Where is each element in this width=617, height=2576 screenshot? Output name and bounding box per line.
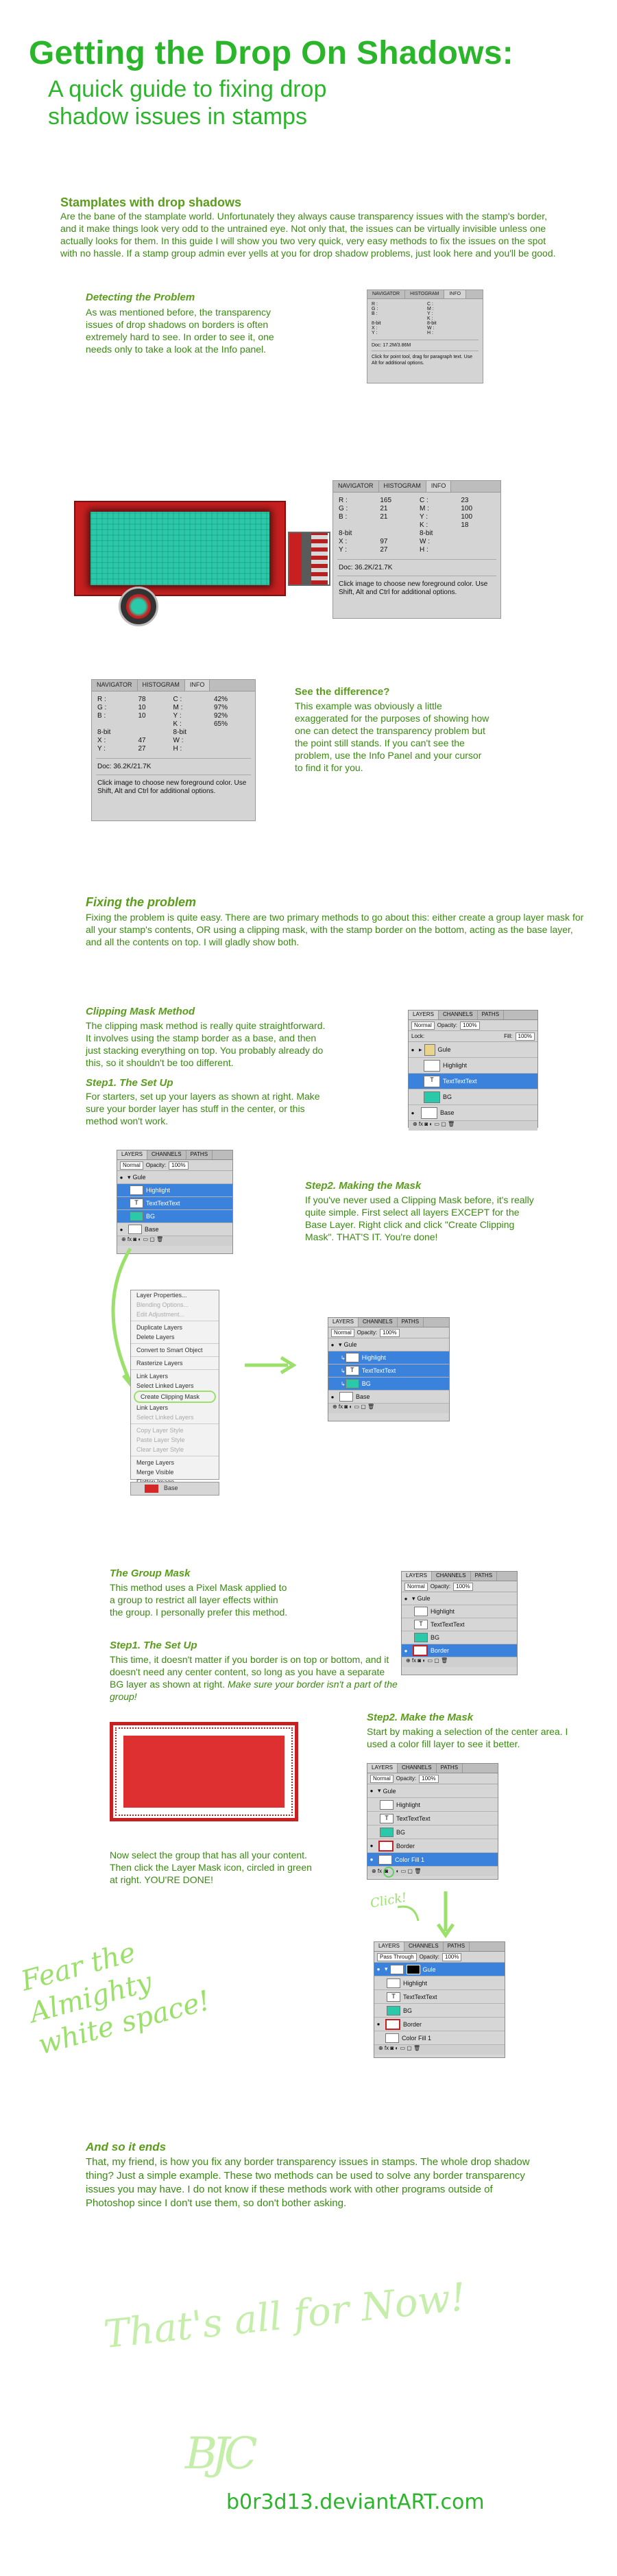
layer-row[interactable]: ↳ Highlight <box>328 1351 449 1364</box>
group-step2-heading: Step2. Make the Mask <box>367 1712 474 1723</box>
layer-row[interactable]: BG <box>117 1210 232 1223</box>
layer-row[interactable]: ● ▾ Gule <box>374 1963 505 1976</box>
layer-row[interactable]: ● Color Fill 1 <box>367 1853 498 1867</box>
layer-row[interactable]: ● ▾ Gule <box>367 1784 498 1798</box>
layer-row[interactable]: ↳ BG <box>328 1378 449 1391</box>
layer-row[interactable]: T TextTextText <box>374 1990 505 2004</box>
info-panel-small <box>367 289 483 383</box>
layers-panel-masked: LAYERS CHANNELS PATHS Pass Through Opacity: 100% ● ▾ Gule Highlight T TextTextText BG ● Border Color Fill 1 ⊕ fx ◙ ◐ ▭ ▢ 🗑 <box>374 1941 505 2058</box>
detecting-body: As was mentioned before, the transparency issues of drop shadows on borders is often extremely hard to see. In order to see it, one needs only to take a look at the Info panel. <box>86 307 274 355</box>
menu-item[interactable]: Blending Options... <box>136 1301 189 1308</box>
tab-histogram[interactable]: HISTOGRAM <box>138 680 185 691</box>
layer-mask-thumb <box>407 1965 420 1974</box>
tab-info[interactable]: INFO <box>426 481 452 492</box>
fixing-body: Fixing the problem is quite easy. There are two primary methods to go about this: either create a group layer mask for all your stamp's contents, OR using a clipping mask, with the stamp border on the bottom, acting as the base layer, and all the contents on top. I will gladly show both. <box>86 912 584 947</box>
arrow-down-icon <box>435 1890 456 1938</box>
create-clipping-mask-item[interactable]: Create Clipping Mask <box>134 1391 216 1403</box>
layer-row[interactable]: Highlight <box>402 1605 517 1618</box>
layers-panel-group-setup: LAYERS CHANNELS PATHS Normal Opacity: 100% ● ▾ Gule Highlight T TextTextText BG ● Border ⊕ fx ◙ ◐ ▭ ▢ 🗑 <box>401 1571 518 1675</box>
menu-item[interactable]: Delete Layers <box>136 1334 175 1340</box>
layer-row[interactable]: BG <box>402 1631 517 1644</box>
clipping-heading: Clipping Mask Method <box>86 1006 195 1017</box>
click-arrow-icon <box>394 1900 428 1928</box>
footer-credit[interactable]: b0r3d13.deviantART.com <box>226 2490 485 2514</box>
menu-item[interactable]: Paste Layer Style <box>136 1437 185 1443</box>
menu-item[interactable]: Merge Visible <box>136 1469 174 1476</box>
doc-size: Doc: 17.2M/3.86M <box>372 343 411 348</box>
layer-row[interactable]: BG <box>374 2004 505 2018</box>
difference-heading: See the difference? <box>295 686 390 698</box>
group-step2-body: Start by making a selection of the center area. I used a color fill layer to see it better. <box>367 1726 568 1749</box>
group-step3-body: Now select the group that has all your content. Then click the Layer Mask icon, circled in green at right. YOU'RE DONE! <box>110 1850 312 1885</box>
tab-paths[interactable]: PATHS <box>478 1011 504 1019</box>
layer-row[interactable]: T TextTextText <box>367 1812 498 1825</box>
tab-paths[interactable]: PATHS <box>186 1150 213 1159</box>
stamp-preview <box>74 501 286 596</box>
layer-row[interactable]: Highlight <box>367 1798 498 1812</box>
help-text: Click for point tool, drag for paragraph text. Use Alt for additional options. <box>372 355 473 366</box>
detecting-heading: Detecting the Problem <box>86 292 195 303</box>
tab-layers[interactable]: LAYERS <box>117 1150 147 1159</box>
layer-row[interactable]: T TextTextText <box>402 1618 517 1631</box>
layer-row[interactable]: ● Base <box>409 1105 537 1121</box>
menu-item[interactable]: Select Linked Layers <box>136 1382 194 1389</box>
clipping-step2-heading: Step2. Making the Mask <box>305 1180 422 1192</box>
tab-histogram[interactable]: HISTOGRAM <box>405 290 444 298</box>
clipping-step1-heading: Step1. The Set Up <box>86 1077 173 1089</box>
help-text: Click image to choose new foreground color. Use Shift, Alt and Ctrl for additional options. <box>97 779 247 795</box>
layers-panel-setup: LAYERS CHANNELS PATHS Normal Opacity: 100% Lock: Fill: 100% ● ▸ Gule Highlight T TextTextText BG ● Base ⊕ fx ◙ ◐ ▭ ▢ 🗑 <box>408 1010 538 1128</box>
layer-row[interactable]: ● Border <box>402 1644 517 1657</box>
layer-row[interactable]: ● Border <box>367 1839 498 1853</box>
outro-heading: And so it ends <box>86 2140 167 2153</box>
menu-item[interactable]: Link Layers <box>136 1404 169 1411</box>
group-step1-heading: Step1. The Set Up <box>110 1640 197 1651</box>
fill-input[interactable]: 100% <box>516 1032 535 1041</box>
menu-item[interactable]: Duplicate Layers <box>136 1324 183 1331</box>
menu-item[interactable]: Merge Layers <box>136 1459 175 1466</box>
layer-row[interactable]: Highlight <box>374 1976 505 1990</box>
color-fill-preview <box>123 1736 285 1808</box>
signature: BJC <box>185 2429 252 2479</box>
layer-row[interactable]: Highlight <box>409 1058 537 1074</box>
tab-layers[interactable]: LAYERS <box>409 1011 439 1019</box>
layer-row: Base <box>130 1482 219 1496</box>
tab-channels[interactable]: CHANNELS <box>439 1011 478 1019</box>
layers-footer: ⊕ fx ◙ ◐ ▭ ▢ 🗑 <box>409 1121 537 1131</box>
intro-body: Are the bane of the stamplate world. Unfortunately they always cause transparency issues with the stamp's border, and it make things look very odd to the untrained eye. Not only that, the issues can be virtually invisible unless one actually looks for them. In this guide I will show you two very quick, very easy methods to fix the issues on the spot with no hassle. If a stamp group admin ever yells at you for drop shadow problems, just look here and you'll be good. <box>60 211 556 259</box>
menu-item[interactable]: Link Layers <box>136 1373 169 1380</box>
eye-icon[interactable]: ● <box>411 1046 415 1053</box>
doc-size: Doc: 36.2K/21.7K <box>339 564 393 571</box>
layer-row[interactable]: ● Border <box>374 2018 505 2031</box>
menu-item[interactable]: Copy Layer Style <box>136 1427 184 1434</box>
info-readout: R : C : G : M : B : Y : K : 8-bit 8-bit X : W : Y : H : <box>372 302 437 335</box>
clipping-step1-body: For starters, set up your layers as shown at right. Make sure your border layer has stuff in the center, or this method won't work. <box>86 1091 320 1126</box>
layer-row[interactable]: T TextTextText <box>117 1197 232 1210</box>
clipping-body: The clipping mask method is really quite straightforward. It involves using the stamp border as a base, and then just stacking everything on top. You probably already do this, so it shouldn't be too different. <box>86 1020 326 1068</box>
info-readout: R : 78 C : 42% G : 10 M : 97% B : 10 Y : 92% K : 65% 8-bit 8-bit X : 47 W : Y : 27 H : <box>97 696 228 753</box>
tab-info[interactable]: INFO <box>185 680 210 691</box>
layer-row[interactable]: ● Base <box>328 1391 449 1404</box>
fixing-heading: Fixing the problem <box>86 895 197 909</box>
layer-row[interactable]: ● ▾ Gule <box>402 1592 517 1605</box>
magnifier-icon <box>119 587 158 626</box>
stamp-center <box>90 512 269 585</box>
menu-item[interactable]: Select Linked Layers <box>136 1414 194 1421</box>
stamp-frame <box>110 1722 298 1821</box>
page-title: Getting the Drop On Shadows: <box>29 35 514 71</box>
info-panel-border <box>332 480 501 619</box>
tab-info[interactable]: INFO <box>444 290 466 298</box>
menu-item[interactable]: Edit Adjustment... <box>136 1311 185 1318</box>
blend-mode-select[interactable]: Normal <box>411 1021 435 1030</box>
arrow-right-icon <box>243 1355 298 1375</box>
difference-body: This example was obviously a little exaggerated for the purposes of showing how one can detect the transparency problem but the point still stands. If you can't see the problem, use the Info Panel and your cursor to find it for you. <box>295 700 489 773</box>
group-mask-heading: The Group Mask <box>110 1568 191 1579</box>
group-step1-body: This time, it doesn't matter if you border is on top or bottom, and it doesn't need any center content, so long as you have a separate BG layer as shown at right. Make sure your border isn't a part of the group! <box>110 1654 398 1702</box>
group-mask-body: This method uses a Pixel Mask applied to a group to restrict all layer effects within the group. I personally prefer this method. <box>110 1582 288 1618</box>
layers-panel-before: LAYERS CHANNELS PATHS Normal Opacity: 100% ● ▾ Gule Highlight T TextTextText BG ● Base ⊕ fx ◙ ◐ ▭ ▢ 🗑 <box>117 1150 233 1254</box>
layer-row[interactable]: ● ▸ Gule <box>409 1042 537 1058</box>
group-step1-emphasis: Make sure your border isn't a part of the group! <box>110 1679 398 1702</box>
layer-row[interactable]: BG <box>409 1089 537 1105</box>
layer-row[interactable]: ● Base <box>117 1223 232 1236</box>
menu-item[interactable]: Layer Properties... <box>136 1292 187 1299</box>
tab-navigator[interactable]: NAVIGATOR <box>367 290 405 298</box>
menu-item[interactable]: Convert to Smart Object <box>136 1347 203 1354</box>
tab-navigator[interactable]: NAVIGATOR <box>92 680 138 691</box>
layer-row[interactable]: T TextTextText <box>409 1074 537 1089</box>
menu-item[interactable]: Clear Layer Style <box>136 1446 184 1453</box>
info-panel-shadow <box>91 679 256 821</box>
layer-row[interactable]: ↳ T TextTextText <box>328 1364 449 1378</box>
tab-channels[interactable]: CHANNELS <box>147 1150 186 1159</box>
opacity-input[interactable]: 100% <box>460 1021 479 1030</box>
tab-histogram[interactable]: HISTOGRAM <box>379 481 426 492</box>
page-subtitle: A quick guide to fixing drop shadow issues in stamps <box>48 76 327 130</box>
layer-row[interactable]: Color Fill 1 <box>374 2031 505 2045</box>
click-note: Click! <box>369 1890 408 1911</box>
intro-heading: Stamplates with drop shadows <box>60 196 242 209</box>
clipping-step2-body: If you've never used a Clipping Mask before, it's really quite simple. First select all layers EXCEPT for the Base Layer. Right click and click "Create Clipping Mask". THAT'S IT. You're done! <box>305 1194 534 1242</box>
layer-row[interactable]: ● ▾ Gule <box>117 1171 232 1184</box>
doc-size: Doc: 36.2K/21.7K <box>97 763 152 770</box>
tab-navigator[interactable]: NAVIGATOR <box>333 481 379 492</box>
context-menu <box>130 1290 219 1480</box>
thats-all-scribble: That's all for Now! <box>101 2275 468 2358</box>
info-readout: R : 165 C : 23 G : 21 M : 100 B : 21 Y : 100 K : 18 8-bit 8-bit X : 97 W : Y : 27 H : <box>339 497 473 554</box>
layer-row[interactable]: ● ▾ Gule <box>328 1338 449 1351</box>
layers-panel-colorfill: LAYERS CHANNELS PATHS Normal Opacity: 100% ● ▾ Gule Highlight T TextTextText BG ● Border ● Color Fill 1 ⊕ fx ◙ ◐ ▭ ▢ 🗑 <box>367 1763 498 1880</box>
eye-icon[interactable]: ● <box>411 1109 415 1116</box>
help-text: Click image to choose new foreground color. Use Shift, Alt and Ctrl for additional options. <box>339 580 488 596</box>
layers-panel-clipped: LAYERS CHANNELS PATHS Normal Opacity: 100% ● ▾ Gule ↳ Highlight ↳ T TextTextText ↳ BG ● Base ⊕ fx ◙ ◐ ▭ ▢ 🗑 <box>328 1317 450 1421</box>
menu-item[interactable]: Rasterize Layers <box>136 1360 183 1367</box>
outro-body: That, my friend, is how you fix any border transparency issues in stamps. The whole drop shadow thing? Just a simple example. These two methods can be used to solve any border transparency issues you may have. I do not know if these methods work with other programs outside of Photoshop since I don't use them, so don't bother asking. <box>86 2156 530 2209</box>
layer-row[interactable]: BG <box>367 1825 498 1839</box>
fear-whitespace-scribble: Fear the Almighty white space! <box>18 1936 214 2061</box>
zoom-detail <box>288 532 330 586</box>
layer-mask-icon[interactable]: ◙ <box>383 1867 394 1878</box>
layer-row[interactable]: Highlight <box>117 1184 232 1197</box>
folder-icon <box>424 1044 435 1056</box>
